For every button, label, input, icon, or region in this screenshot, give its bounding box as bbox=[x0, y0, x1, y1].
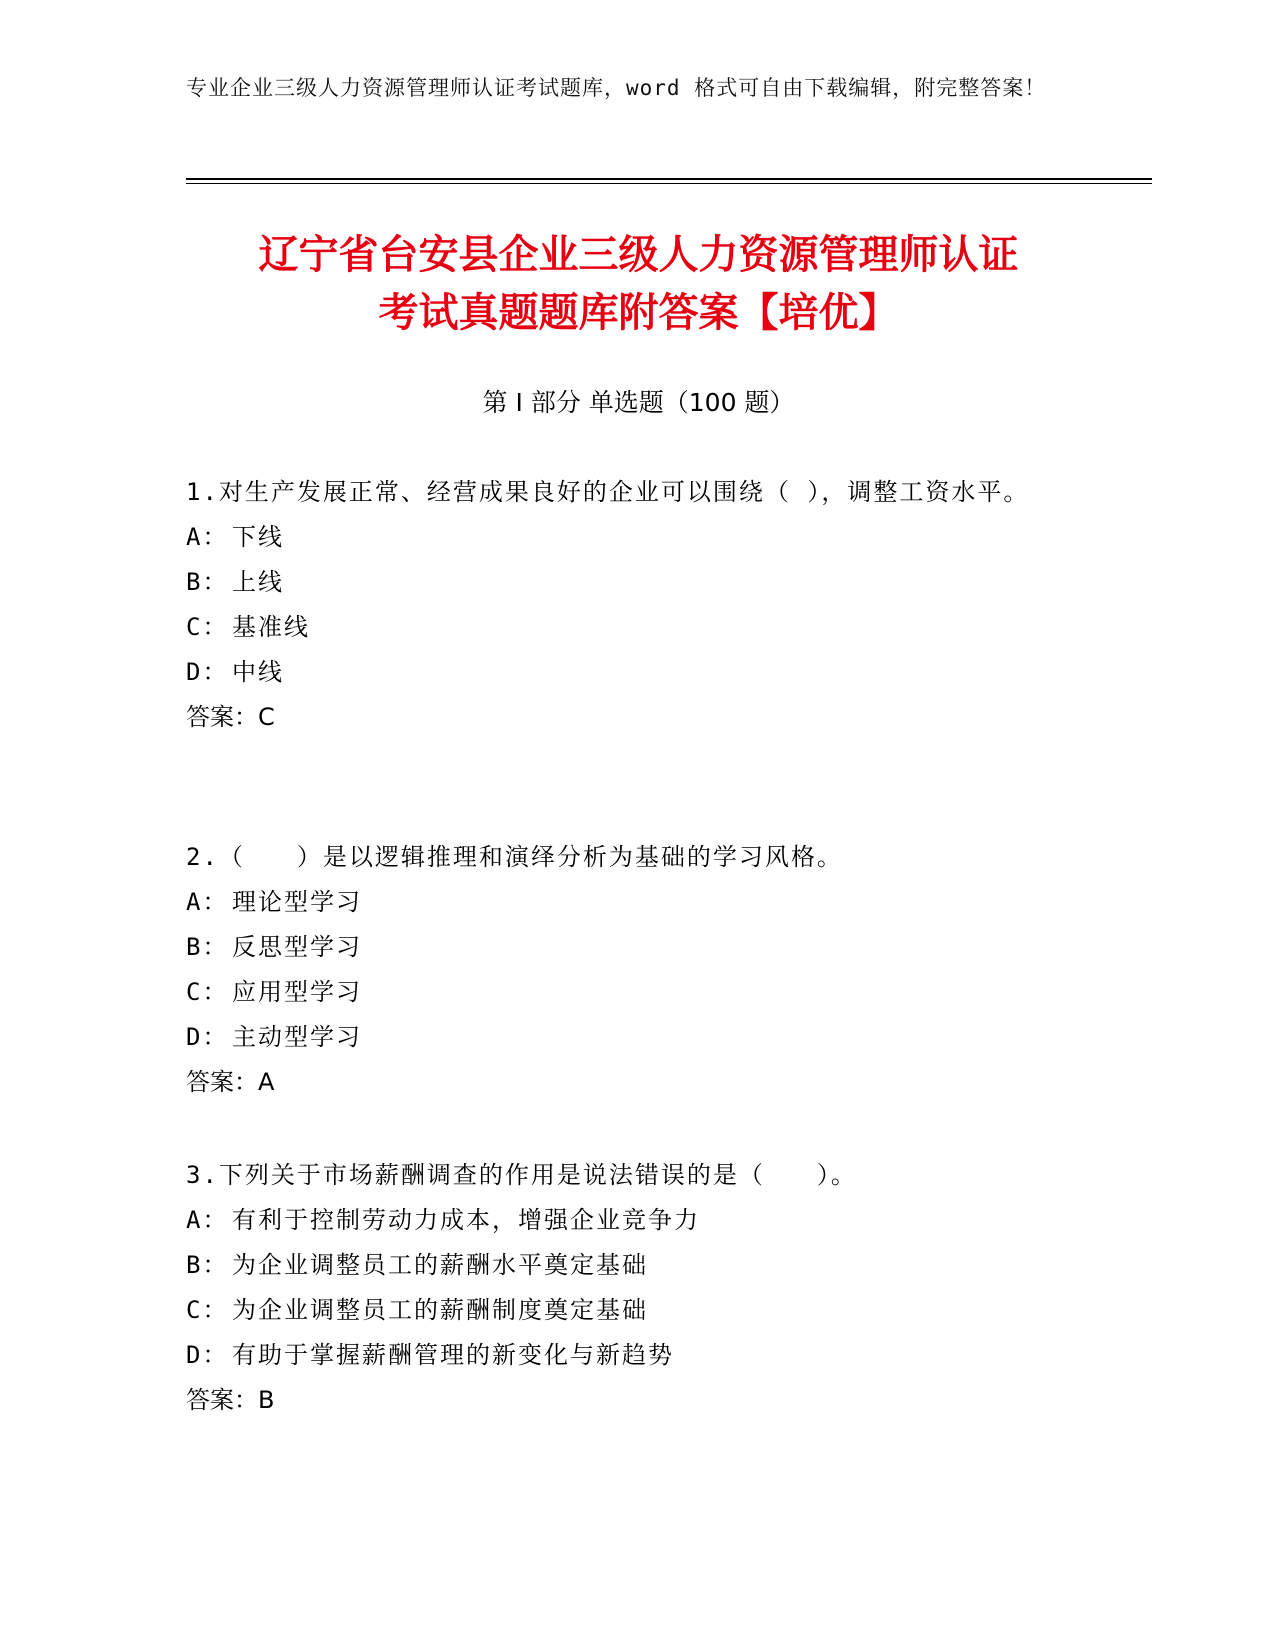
document-title-line-1: 辽宁省台安县企业三级人力资源管理师认证 bbox=[258, 232, 1019, 278]
option-key: B： bbox=[186, 1251, 229, 1279]
option-b bbox=[186, 560, 1066, 605]
option-text: 有利于控制劳动力成本，增强企业竞争力 bbox=[232, 1206, 700, 1234]
option-text: 应用型学习 bbox=[232, 978, 362, 1006]
answer: 答案：A bbox=[186, 1068, 275, 1096]
option-d bbox=[186, 1333, 1066, 1378]
section-title: 第 I 部分 单选题（100 题） bbox=[482, 388, 795, 417]
option-text: 为企业调整员工的薪酬制度奠定基础 bbox=[232, 1296, 648, 1324]
header-note: 专业企业三级人力资源管理师认证考试题库，word 格式可自由下载编辑，附完整答案！ bbox=[186, 76, 1047, 100]
option-d bbox=[186, 650, 1066, 695]
option-c bbox=[186, 605, 1066, 650]
option-c bbox=[186, 1288, 1066, 1333]
answer: 答案：B bbox=[186, 1386, 275, 1414]
option-text: 理论型学习 bbox=[232, 888, 362, 916]
option-b bbox=[186, 1243, 1066, 1288]
option-key: D： bbox=[186, 1023, 229, 1051]
question-stem: 2.（ ）是以逻辑推理和演绎分析为基础的学习风格。 bbox=[186, 843, 843, 871]
option-key: A： bbox=[186, 888, 229, 916]
option-text: 上线 bbox=[232, 568, 284, 596]
option-text: 主动型学习 bbox=[232, 1023, 362, 1051]
question-stem: 1.对生产发展正常、经营成果良好的企业可以围绕（ ），调整工资水平。 bbox=[186, 478, 1030, 506]
answer: 答案：C bbox=[186, 703, 275, 731]
option-key: D： bbox=[186, 1341, 229, 1369]
question-stem: 3.下列关于市场薪酬调查的作用是说法错误的是（ ）。 bbox=[186, 1161, 857, 1189]
header-divider-thin bbox=[186, 183, 1152, 184]
option-key: C： bbox=[186, 1296, 229, 1324]
question-3 bbox=[186, 1153, 1066, 1423]
option-key: B： bbox=[186, 568, 229, 596]
option-text: 反思型学习 bbox=[232, 933, 362, 961]
option-key: B： bbox=[186, 933, 229, 961]
question-1 bbox=[186, 470, 1066, 740]
option-key: A： bbox=[186, 1206, 229, 1234]
option-text: 为企业调整员工的薪酬水平奠定基础 bbox=[232, 1251, 648, 1279]
option-a bbox=[186, 880, 1066, 925]
option-text: 中线 bbox=[232, 658, 284, 686]
option-key: C： bbox=[186, 978, 229, 1006]
option-text: 下线 bbox=[232, 523, 284, 551]
option-a bbox=[186, 1198, 1066, 1243]
option-text: 基准线 bbox=[232, 613, 310, 641]
option-text: 有助于掌握薪酬管理的新变化与新趋势 bbox=[232, 1341, 674, 1369]
option-c bbox=[186, 970, 1066, 1015]
option-b bbox=[186, 925, 1066, 970]
option-key: A： bbox=[186, 523, 229, 551]
option-d bbox=[186, 1015, 1066, 1060]
header-divider-thick bbox=[186, 178, 1152, 180]
document-title bbox=[186, 226, 1091, 342]
document-title-line-2: 考试真题题库附答案【培优】 bbox=[378, 290, 899, 336]
option-key: C： bbox=[186, 613, 229, 641]
question-2 bbox=[186, 835, 1066, 1105]
option-a bbox=[186, 515, 1066, 560]
option-key: D： bbox=[186, 658, 229, 686]
